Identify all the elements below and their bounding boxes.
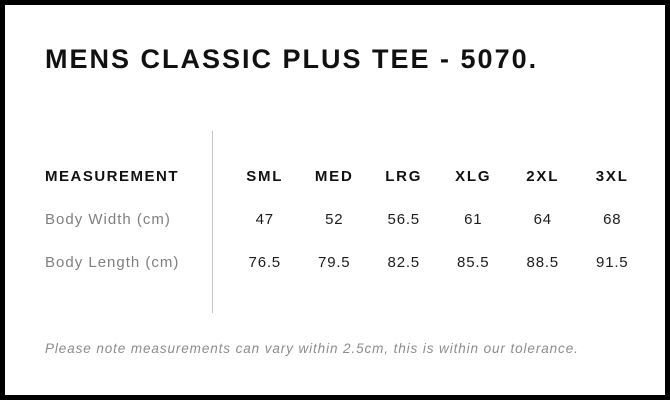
tolerance-note: Please note measurements can vary within 2.5cm, this is within our tolerance.: [45, 341, 579, 356]
body-width-3xl: 68: [603, 211, 622, 228]
product-title: MENS CLASSIC PLUS TEE - 5070.: [45, 44, 539, 74]
body-width-sml: 47: [255, 211, 274, 228]
body-length-xlg: 85.5: [457, 254, 490, 271]
body-width-med: 52: [325, 211, 344, 228]
body-width-lrg: 56.5: [387, 211, 420, 228]
column-header-med: MED: [314, 168, 354, 185]
body-length-3xl: 91.5: [596, 254, 629, 271]
column-header-sml: SML: [246, 168, 284, 185]
body-length-lrg: 82.5: [387, 254, 420, 271]
body-length-2xl: 88.5: [526, 254, 559, 271]
body-length-sml: 76.5: [248, 254, 281, 271]
table-row-body-width: [45, 198, 647, 241]
row-label-body-width: Body Width (cm): [45, 211, 171, 228]
column-header-xlg: XLG: [455, 168, 492, 185]
body-length-med: 79.5: [318, 254, 351, 271]
size-chart-table: [45, 155, 647, 284]
body-width-xlg: 61: [464, 211, 483, 228]
column-header-2xl: 2XL: [526, 168, 560, 185]
row-label-body-length: Body Length (cm): [45, 254, 180, 271]
table-row-body-length: [45, 241, 647, 284]
column-header-lrg: LRG: [385, 168, 423, 185]
column-header-measurement: MEASUREMENT: [45, 168, 180, 185]
table-header-row: [45, 155, 647, 198]
body-width-2xl: 64: [533, 211, 552, 228]
column-header-3xl: 3XL: [595, 168, 629, 185]
